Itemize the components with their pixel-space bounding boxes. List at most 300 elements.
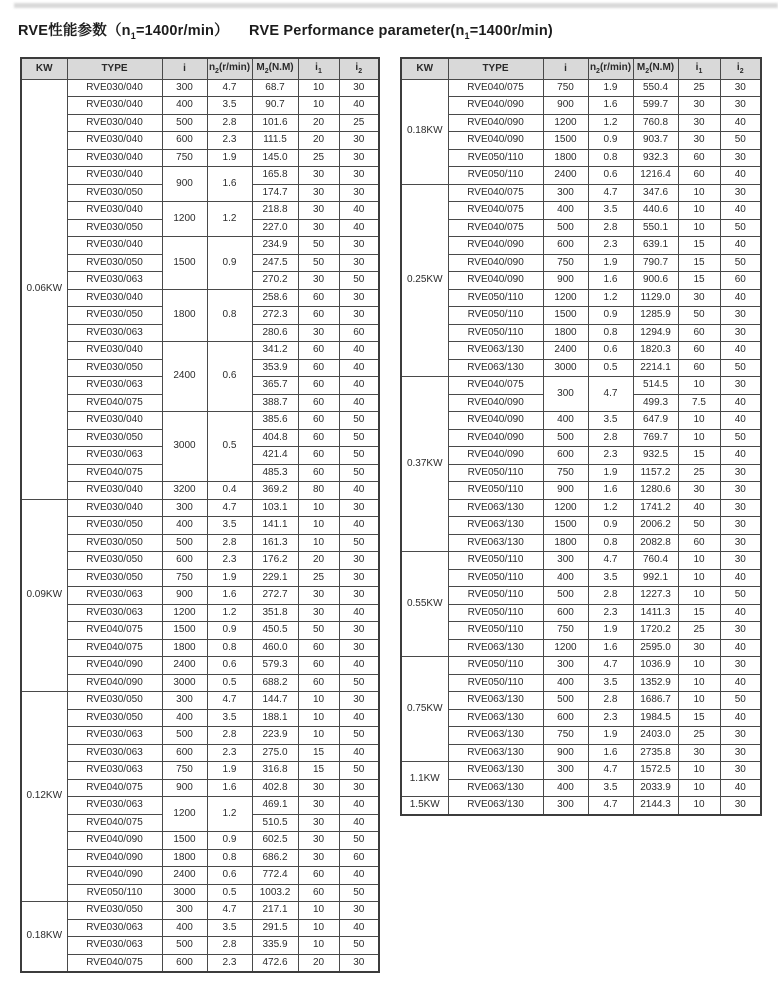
type-cell: RVE050/110 [448, 569, 543, 587]
ratio-i-cell: 2400 [162, 867, 207, 885]
n2-speed-cell: 2.3 [588, 604, 633, 622]
type-cell: RVE030/063 [67, 762, 162, 780]
type-cell: RVE040/090 [448, 114, 543, 132]
i1-cell: 30 [298, 184, 339, 202]
ratio-i-cell: 750 [162, 569, 207, 587]
i2-cell: 40 [339, 744, 379, 762]
m2-torque-cell: 1216.4 [633, 167, 678, 185]
m2-torque-cell: 111.5 [252, 132, 298, 150]
i1-cell: 30 [298, 849, 339, 867]
m2-torque-cell: 176.2 [252, 552, 298, 570]
type-cell: RVE040/090 [448, 272, 543, 290]
n2-speed-cell: 4.7 [207, 902, 252, 920]
n2-speed-cell: 1.2 [588, 114, 633, 132]
n2-speed-cell: 0.6 [588, 342, 633, 360]
table-row [21, 569, 379, 587]
m2-torque-cell: 223.9 [252, 727, 298, 745]
type-cell: RVE030/063 [67, 744, 162, 762]
m2-torque-cell: 402.8 [252, 779, 298, 797]
type-cell: RVE063/130 [448, 762, 543, 780]
type-cell: RVE050/110 [448, 657, 543, 675]
i1-cell: 30 [298, 219, 339, 237]
i2-cell: 50 [339, 412, 379, 430]
table-row [21, 919, 379, 937]
type-cell: RVE030/050 [67, 534, 162, 552]
kw-group-label: 0.37KW [401, 377, 448, 552]
ratio-i-cell: 300 [543, 762, 588, 780]
i2-cell: 50 [720, 429, 761, 447]
type-cell: RVE040/075 [448, 184, 543, 202]
type-cell: RVE063/130 [448, 359, 543, 377]
n2-speed-cell: 1.2 [207, 202, 252, 237]
type-cell: RVE050/110 [448, 289, 543, 307]
table-row [21, 412, 379, 430]
i2-cell: 30 [339, 779, 379, 797]
n2-speed-cell: 0.9 [207, 832, 252, 850]
i1-cell: 10 [678, 569, 720, 587]
m2-torque-cell: 460.0 [252, 639, 298, 657]
i2-cell: 40 [339, 919, 379, 937]
i2-cell: 30 [720, 149, 761, 167]
type-cell: RVE030/050 [67, 902, 162, 920]
i2-cell: 30 [339, 237, 379, 255]
m2-torque-cell: 639.1 [633, 237, 678, 255]
i1-cell: 80 [298, 482, 339, 500]
type-cell: RVE030/063 [67, 727, 162, 745]
ratio-i-cell: 400 [162, 97, 207, 115]
i1-cell: 10 [678, 797, 720, 815]
ratio-i-cell: 750 [162, 149, 207, 167]
m2-torque-cell: 351.8 [252, 604, 298, 622]
m2-torque-cell: 1820.3 [633, 342, 678, 360]
ratio-i-cell: 2400 [162, 657, 207, 675]
ratio-i-cell: 2400 [543, 167, 588, 185]
i2-cell: 40 [339, 342, 379, 360]
m2-torque-cell: 335.9 [252, 937, 298, 955]
n2-speed-cell: 0.8 [207, 639, 252, 657]
n2-speed-cell: 2.8 [207, 534, 252, 552]
performance-table-left [20, 57, 380, 973]
table-row [401, 149, 761, 167]
ratio-i-cell: 3200 [162, 482, 207, 500]
i2-cell: 40 [339, 377, 379, 395]
ratio-i-cell: 300 [543, 657, 588, 675]
ratio-i-cell: 300 [543, 797, 588, 815]
i1-cell: 10 [678, 674, 720, 692]
table-row [21, 937, 379, 955]
ratio-i-cell: 600 [543, 237, 588, 255]
ratio-i-cell: 750 [543, 727, 588, 745]
m2-torque-cell: 347.6 [633, 184, 678, 202]
type-cell: RVE063/130 [448, 639, 543, 657]
m2-torque-cell: 275.0 [252, 744, 298, 762]
type-cell: RVE030/040 [67, 202, 162, 220]
ratio-i-cell: 300 [543, 552, 588, 570]
ratio-i-cell: 1800 [543, 324, 588, 342]
m2-torque-cell: 218.8 [252, 202, 298, 220]
type-cell: RVE030/050 [67, 569, 162, 587]
m2-torque-cell: 1157.2 [633, 464, 678, 482]
type-cell: RVE030/050 [67, 184, 162, 202]
i1-cell: 20 [298, 114, 339, 132]
ratio-i-cell: 400 [162, 709, 207, 727]
ratio-i-cell: 1800 [162, 639, 207, 657]
column-header-n2: $n_2(r/\min)$ [588, 58, 633, 79]
i1-cell: 30 [298, 832, 339, 850]
type-cell: RVE030/040 [67, 167, 162, 185]
column-header-i2: $i_2$ [720, 58, 761, 79]
i1-cell: 60 [298, 359, 339, 377]
n2-speed-cell: 1.9 [207, 569, 252, 587]
n2-speed-cell: 1.9 [588, 464, 633, 482]
m2-torque-cell: 2403.0 [633, 727, 678, 745]
i2-cell: 50 [339, 762, 379, 780]
n2-speed-cell: 0.6 [207, 342, 252, 412]
i1-cell: 30 [298, 202, 339, 220]
table-row [21, 902, 379, 920]
n2-speed-cell: 1.6 [588, 744, 633, 762]
n2-speed-cell: 0.6 [207, 657, 252, 675]
ratio-i-cell: 300 [162, 499, 207, 517]
ratio-i-cell: 600 [543, 604, 588, 622]
ratio-i-cell: 1200 [162, 604, 207, 622]
m2-torque-cell: 1572.5 [633, 762, 678, 780]
i2-cell: 30 [720, 657, 761, 675]
table-row [401, 202, 761, 220]
table-row [401, 289, 761, 307]
i2-cell: 40 [720, 639, 761, 657]
m2-torque-cell: 161.3 [252, 534, 298, 552]
i1-cell: 10 [298, 97, 339, 115]
table-row [21, 517, 379, 535]
ratio-i-cell: 400 [162, 919, 207, 937]
type-cell: RVE063/130 [448, 779, 543, 797]
m2-torque-cell: 272.3 [252, 307, 298, 325]
n2-speed-cell: 4.7 [588, 377, 633, 412]
m2-torque-cell: 688.2 [252, 674, 298, 692]
i2-cell: 40 [720, 394, 761, 412]
m2-torque-cell: 2144.3 [633, 797, 678, 815]
type-cell: RVE040/075 [67, 394, 162, 412]
i1-cell: 10 [678, 429, 720, 447]
i1-cell: 10 [298, 727, 339, 745]
ratio-i-cell: 1500 [162, 832, 207, 850]
m2-torque-cell: 1280.6 [633, 482, 678, 500]
ratio-i-cell: 300 [543, 184, 588, 202]
n2-speed-cell: 1.6 [588, 482, 633, 500]
ratio-i-cell: 3000 [543, 359, 588, 377]
type-cell: RVE040/090 [448, 412, 543, 430]
n2-speed-cell: 0.8 [207, 849, 252, 867]
n2-speed-cell: 1.9 [207, 149, 252, 167]
ratio-i-cell: 750 [543, 622, 588, 640]
type-cell: RVE030/040 [67, 79, 162, 97]
i2-cell: 40 [339, 517, 379, 535]
type-cell: RVE030/050 [67, 429, 162, 447]
i1-cell: 30 [298, 587, 339, 605]
table-row [401, 342, 761, 360]
m2-torque-cell: 247.5 [252, 254, 298, 272]
ratio-i-cell: 600 [162, 552, 207, 570]
n2-speed-cell: 1.2 [207, 797, 252, 832]
i1-cell: 10 [298, 517, 339, 535]
table-row [401, 517, 761, 535]
type-cell: RVE030/040 [67, 289, 162, 307]
i1-cell: 10 [298, 534, 339, 552]
i2-cell: 30 [339, 902, 379, 920]
type-cell: RVE040/075 [448, 79, 543, 97]
table-row [401, 219, 761, 237]
n2-speed-cell: 2.8 [207, 114, 252, 132]
i1-cell: 60 [298, 639, 339, 657]
n2-speed-cell: 2.3 [207, 744, 252, 762]
ratio-i-cell: 400 [543, 779, 588, 797]
type-cell: RVE040/090 [448, 97, 543, 115]
table-row [401, 167, 761, 185]
i1-cell: 60 [298, 657, 339, 675]
i1-cell: 15 [678, 254, 720, 272]
m2-torque-cell: 369.2 [252, 482, 298, 500]
m2-torque-cell: 188.1 [252, 709, 298, 727]
ratio-i-cell: 500 [162, 114, 207, 132]
m2-torque-cell: 365.7 [252, 377, 298, 395]
kw-group-label: 1.5KW [401, 797, 448, 815]
ratio-i-cell: 300 [162, 902, 207, 920]
n2-speed-cell: 1.6 [207, 167, 252, 202]
n2-speed-cell: 0.9 [588, 132, 633, 150]
i2-cell: 30 [720, 307, 761, 325]
ratio-i-cell: 600 [162, 744, 207, 762]
i1-cell: 60 [298, 867, 339, 885]
i2-cell: 30 [720, 324, 761, 342]
i1-cell: 10 [678, 692, 720, 710]
ratio-i-cell: 3000 [162, 884, 207, 902]
i1-cell: 10 [678, 377, 720, 395]
i1-cell: 10 [678, 202, 720, 220]
n2-speed-cell: 0.5 [207, 412, 252, 482]
kw-group-label: 1.1KW [401, 762, 448, 797]
i1-cell: 50 [678, 517, 720, 535]
table-row [21, 797, 379, 815]
table-row [21, 499, 379, 517]
type-cell: RVE030/040 [67, 342, 162, 360]
i2-cell: 30 [339, 132, 379, 150]
type-cell: RVE030/040 [67, 114, 162, 132]
i1-cell: 25 [678, 79, 720, 97]
i2-cell: 50 [339, 727, 379, 745]
i2-cell: 30 [339, 254, 379, 272]
type-cell: RVE040/090 [67, 657, 162, 675]
type-cell: RVE063/130 [448, 692, 543, 710]
i1-cell: 10 [298, 499, 339, 517]
n2-speed-cell: 2.8 [207, 727, 252, 745]
n2-speed-cell: 0.6 [207, 867, 252, 885]
column-header-m2: $M_2(N.M)$ [252, 58, 298, 79]
table-row [401, 587, 761, 605]
table-row [21, 552, 379, 570]
type-cell: RVE030/050 [67, 219, 162, 237]
table-row [401, 499, 761, 517]
type-cell: RVE040/090 [448, 429, 543, 447]
m2-torque-cell: 1285.9 [633, 307, 678, 325]
i2-cell: 40 [339, 657, 379, 675]
type-cell: RVE030/050 [67, 254, 162, 272]
i2-cell: 50 [339, 884, 379, 902]
type-cell: RVE040/090 [67, 674, 162, 692]
kw-group-label: 0.12KW [21, 692, 67, 902]
m2-torque-cell: 90.7 [252, 97, 298, 115]
n2-speed-cell: 1.9 [207, 762, 252, 780]
table-row [21, 692, 379, 710]
i1-cell: 60 [298, 307, 339, 325]
table-row [401, 534, 761, 552]
n2-speed-cell: 4.7 [207, 499, 252, 517]
n2-speed-cell: 4.7 [588, 797, 633, 815]
m2-torque-cell: 341.2 [252, 342, 298, 360]
ratio-i-cell: 900 [543, 272, 588, 290]
table-row [401, 797, 761, 815]
type-cell: RVE040/075 [67, 639, 162, 657]
table-row [401, 622, 761, 640]
i2-cell: 30 [339, 552, 379, 570]
n2-speed-cell: 3.5 [207, 97, 252, 115]
scan-artifact-band [14, 3, 778, 8]
i1-cell: 10 [678, 779, 720, 797]
ratio-i-cell: 500 [543, 692, 588, 710]
m2-torque-cell: 234.9 [252, 237, 298, 255]
m2-torque-cell: 790.7 [633, 254, 678, 272]
ratio-i-cell: 3000 [162, 412, 207, 482]
table-row [21, 779, 379, 797]
n2-speed-cell: 4.7 [207, 79, 252, 97]
n2-speed-cell: 3.5 [588, 202, 633, 220]
n2-speed-cell: 3.5 [588, 412, 633, 430]
type-cell: RVE063/130 [448, 727, 543, 745]
column-header-i: i [543, 58, 588, 79]
m2-torque-cell: 1227.3 [633, 587, 678, 605]
type-cell: RVE030/050 [67, 307, 162, 325]
type-cell: RVE050/110 [448, 324, 543, 342]
ratio-i-cell: 750 [543, 464, 588, 482]
i1-cell: 15 [678, 604, 720, 622]
m2-torque-cell: 760.4 [633, 552, 678, 570]
table-row [401, 639, 761, 657]
n2-speed-cell: 4.7 [588, 184, 633, 202]
ratio-i-cell: 400 [543, 569, 588, 587]
i1-cell: 60 [678, 149, 720, 167]
column-header-n2: $n_2(r/\min)$ [207, 58, 252, 79]
i2-cell: 40 [339, 359, 379, 377]
i1-cell: 15 [678, 447, 720, 465]
m2-torque-cell: 686.2 [252, 849, 298, 867]
i1-cell: 60 [298, 394, 339, 412]
n2-speed-cell: 1.6 [588, 639, 633, 657]
i2-cell: 60 [720, 272, 761, 290]
i1-cell: 15 [298, 744, 339, 762]
type-cell: RVE050/110 [448, 622, 543, 640]
i1-cell: 60 [298, 884, 339, 902]
n2-speed-cell: 3.5 [207, 709, 252, 727]
type-cell: RVE063/130 [448, 342, 543, 360]
i1-cell: 10 [298, 79, 339, 97]
kw-group-label: 0.06KW [21, 79, 67, 499]
type-cell: RVE040/075 [67, 779, 162, 797]
table-row [401, 604, 761, 622]
i2-cell: 25 [339, 114, 379, 132]
n2-speed-cell: 1.9 [588, 79, 633, 97]
table-row [401, 412, 761, 430]
type-cell: RVE050/110 [448, 674, 543, 692]
ratio-i-cell: 1500 [162, 622, 207, 640]
ratio-i-cell: 750 [162, 762, 207, 780]
i2-cell: 40 [720, 412, 761, 430]
type-cell: RVE063/130 [448, 534, 543, 552]
m2-torque-cell: 1741.2 [633, 499, 678, 517]
i2-cell: 30 [720, 622, 761, 640]
i2-cell: 30 [339, 692, 379, 710]
i2-cell: 30 [339, 587, 379, 605]
i2-cell: 40 [720, 237, 761, 255]
i2-cell: 40 [339, 482, 379, 500]
ratio-i-cell: 500 [543, 587, 588, 605]
n2-speed-cell: 0.8 [588, 149, 633, 167]
i1-cell: 40 [678, 499, 720, 517]
i1-cell: 60 [678, 342, 720, 360]
type-cell: RVE050/110 [448, 587, 543, 605]
m2-torque-cell: 1129.0 [633, 289, 678, 307]
table-row [401, 727, 761, 745]
table-row [401, 744, 761, 762]
i2-cell: 40 [339, 867, 379, 885]
ratio-i-cell: 1200 [543, 499, 588, 517]
i1-cell: 30 [678, 97, 720, 115]
type-cell: RVE050/110 [448, 464, 543, 482]
m2-torque-cell: 353.9 [252, 359, 298, 377]
page-title-en: RVE Performance $parameter(n_1=1400r/\min)$ [249, 23, 553, 41]
n2-speed-cell: 0.8 [207, 289, 252, 342]
m2-torque-cell: 1720.2 [633, 622, 678, 640]
table-row [401, 79, 761, 97]
table-row [21, 79, 379, 97]
n2-speed-cell: 0.8 [588, 324, 633, 342]
i1-cell: 15 [678, 709, 720, 727]
type-cell: RVE040/075 [448, 219, 543, 237]
n2-speed-cell: 3.5 [588, 674, 633, 692]
type-cell: RVE030/040 [67, 149, 162, 167]
type-cell: RVE040/075 [448, 377, 543, 395]
ratio-i-cell: 300 [543, 377, 588, 412]
i1-cell: 20 [298, 132, 339, 150]
kw-group-label: 0.18KW [401, 79, 448, 184]
ratio-i-cell: 500 [543, 219, 588, 237]
i2-cell: 40 [720, 604, 761, 622]
table-row [21, 587, 379, 605]
i1-cell: 30 [678, 482, 720, 500]
i2-cell: 50 [339, 272, 379, 290]
m2-torque-cell: 579.3 [252, 657, 298, 675]
n2-speed-cell: 0.6 [588, 167, 633, 185]
column-header-m2: $M_2(N.M)$ [633, 58, 678, 79]
column-header-type: TYPE [448, 58, 543, 79]
column-header-i1: $i_1$ [298, 58, 339, 79]
i2-cell: 50 [720, 692, 761, 710]
m2-torque-cell: 103.1 [252, 499, 298, 517]
n2-speed-cell: 1.2 [207, 604, 252, 622]
type-cell: RVE040/075 [67, 464, 162, 482]
m2-torque-cell: 2033.9 [633, 779, 678, 797]
i2-cell: 30 [339, 79, 379, 97]
ratio-i-cell: 300 [162, 692, 207, 710]
